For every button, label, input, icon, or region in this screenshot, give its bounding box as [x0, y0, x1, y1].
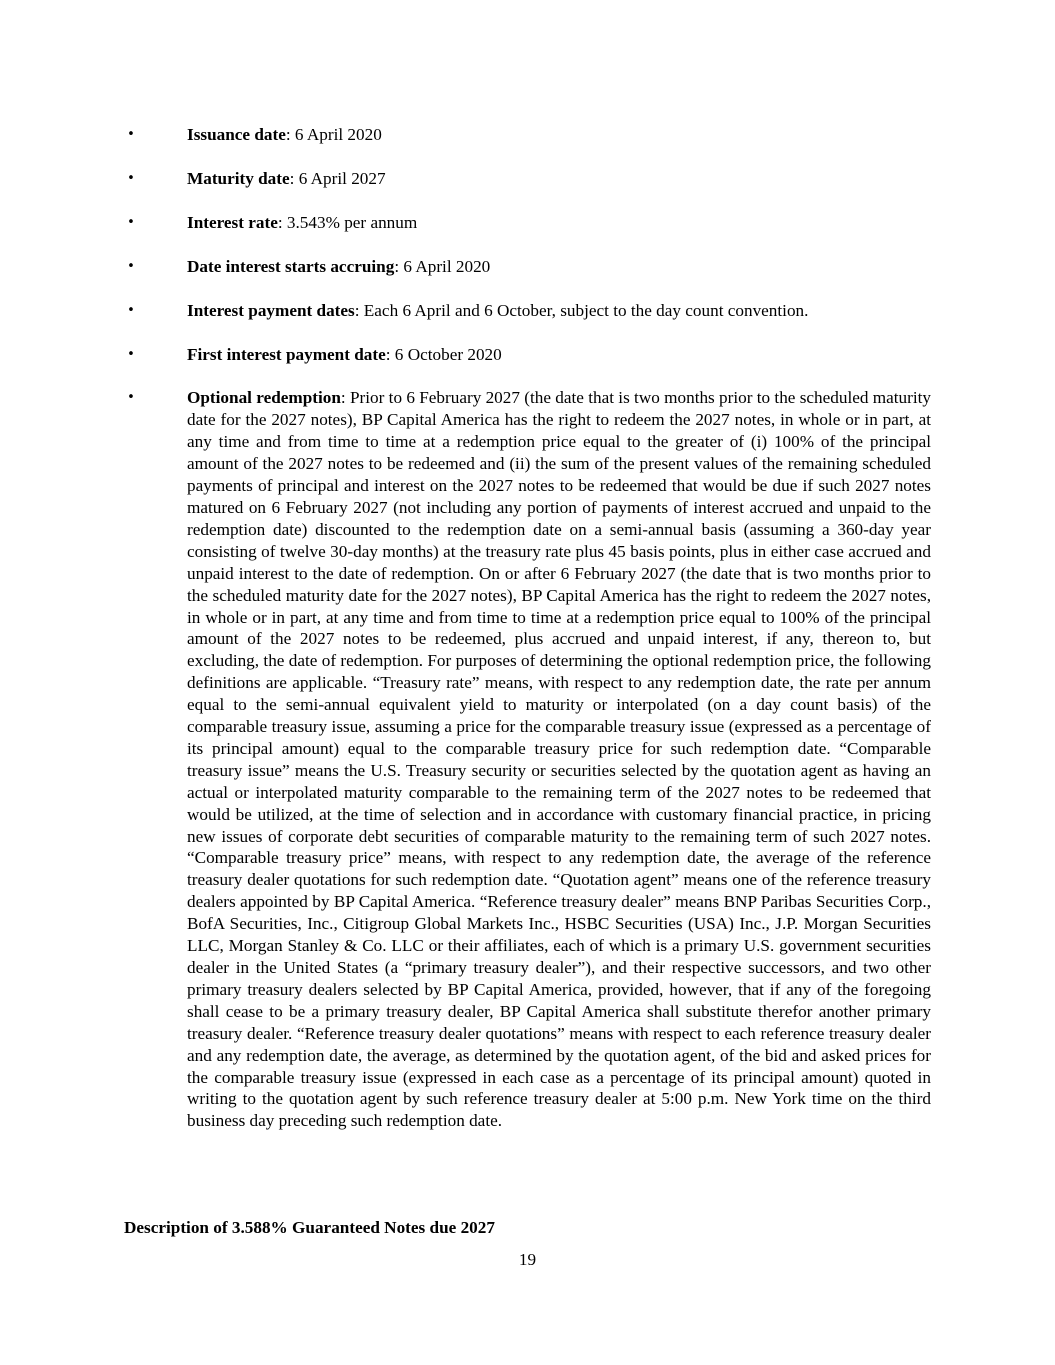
bullet-icon: • [127, 302, 135, 318]
terms-bullet-list [124, 124, 931, 1154]
term-value: : 6 April 2027 [289, 168, 386, 188]
bullet-icon: • [127, 346, 135, 362]
list-item-optional-redemption [124, 387, 931, 1132]
bullet-icon: • [127, 127, 135, 142]
term-value: : Each 6 April and 6 October, subject to the day count convention. [354, 300, 809, 320]
bullet-icon: • [127, 214, 135, 230]
term-label: Issuance date [187, 125, 286, 144]
bullet-icon: • [127, 170, 135, 186]
list-item-maturity-date [124, 168, 931, 190]
term-label: Interest rate [187, 212, 278, 232]
term-value: : 6 April 2020 [394, 256, 491, 276]
page-number: 19 [518, 1250, 537, 1269]
list-item-first-payment-date [124, 344, 931, 366]
term-value: : 3.543% per annum [277, 212, 418, 232]
section-heading: Description of 3.588% Guaranteed Notes due 2027 [124, 1218, 495, 1237]
list-item-payment-dates [124, 300, 931, 322]
term-label: First interest payment date [187, 344, 386, 364]
term-value: : 6 April 2020 [285, 125, 382, 144]
bullet-icon: • [127, 390, 135, 406]
term-label: Optional redemption [187, 388, 341, 408]
term-label: Interest payment dates [187, 300, 355, 320]
list-item-issuance-date [124, 124, 931, 146]
list-item-interest-rate [124, 212, 931, 234]
term-label: Date interest starts accruing [187, 256, 395, 276]
list-item-accrual-start [124, 256, 931, 278]
term-value: : Prior to 6 February 2027 (the date that is two months prior to the scheduled maturity date for the 2027 notes), BP Capital America has the right to redeem the 2027 notes, in whole or in part, at any time and from time to time at a redemption price equal to the greater of (i) 100% of the principal amount of the 2027 notes to be redeemed and (ii) the sum of the present values of the remaining scheduled payments of principal and interest on the 2027 notes to be redeemed that would be due if such 2027 notes matured on 6 February 2027 (not including any portion of payments of interest accrued and unpaid to the redemption date) discounted to the redemption date on a semi-annual basis (assuming a 360-day year consisting of twelve 30-day months) at the treasury rate plus 45 basis points, plus in either case accrued and unpaid interest to the date of redemption. On or after 6 February 2027 (the date that is two months prior to the scheduled maturity date for the 2027 notes), BP Capital America has the right to redeem the 2027 notes, in whole or in part, at any time and from time to time at a redemption price equal to 100% of the principal amount of the 2027 notes to be redeemed, plus accrued and unpaid interest, if any, thereon to, but excluding, the date of redemption. For purposes of determining the optional redemption price, the following definitions are applicable. “Treasury rate” means, with respect to any redemption date, the rate per annum equal to the semi-annual equivalent yield to maturity or interpolated (on a day count basis) of the comparable treasury issue, assuming a price for the comparable treasury issue (expressed as a percentage of its principal amount) equal to the comparable treasury price for such redemption date. “Comparable treasury issue” means the U.S. Treasury security or securities selected by the quotation agent as having an actual or interpolated maturity comparable to the remaining term of the 2027 notes to be redeemed that would be utilized, at the time of selection and in accordance with customary financial practice, in pricing new issues of corporate debt securities of comparable maturity to the remaining term of such 2027 notes. “Comparable treasury price” means, with respect to any redemption date, the average of the reference treasury dealer quotations for such redemption date. “Quotation agent” means one of the reference treasury dealers appointed by BP Capital America. “Reference treasury dealer” means BNP Paribas Securities Corp., BofA Securities, Inc., Citigroup Global Markets Inc., HSBC Securities (USA) Inc., J.P. Morgan Securities LLC, Morgan Stanley & Co. LLC or their affiliates, each of which is a primary U.S. government securities dealer in the United States (a “primary treasury dealer”), and their respective successors, and two other primary treasury dealers selected by BP Capital America, provided, however, that if any of the foregoing shall cease to be a primary treasury dealer, BP Capital America shall substitute therefor another primary treasury dealer. “Reference treasury dealer quotations” means with respect to each reference treasury dealer and any redemption date, the average, as determined by the quotation agent, of the bid and asked prices for the comparable treasury issue (expressed in each case as a percentage of its principal amount) quoted in writing to the quotation agent by such reference treasury dealer at 5:00 p.m. New York time on the third business day preceding such redemption date. [187, 388, 931, 1131]
term-value: : 6 October 2020 [385, 344, 502, 364]
bullet-icon: • [127, 258, 135, 274]
term-label: Maturity date [187, 168, 290, 188]
